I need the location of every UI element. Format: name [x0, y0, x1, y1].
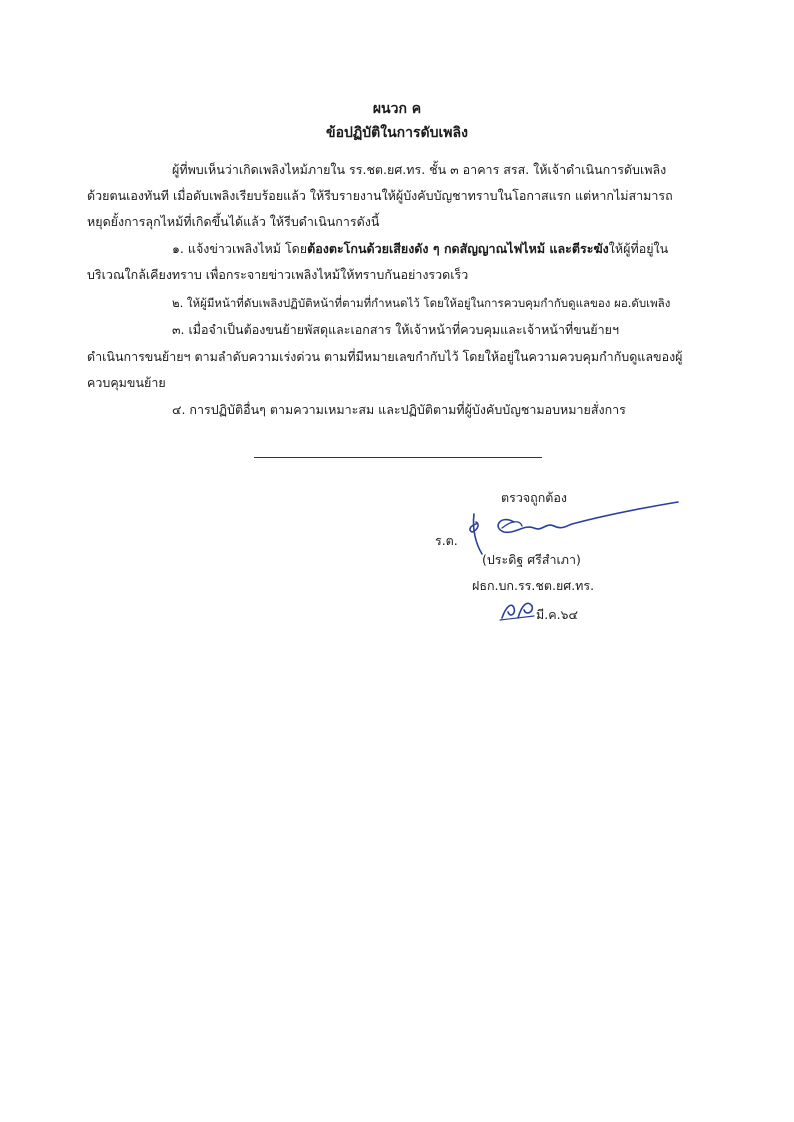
certified-label: ตรวจถูกต้อง	[501, 490, 568, 505]
signer-position: ฝธก.บก.รร.ชต.ยศ.ทร.	[472, 578, 595, 593]
signer-name: (ประดิฐ ศรีสำเภา)	[482, 552, 581, 567]
item-1-bold: ต้องตะโกนด้วยเสียงดัง ๆ กดสัญญาณไฟไหม้ และตีระฆัง	[307, 241, 609, 256]
intro-line-3: หยุดยั้งการลุกไหม้ที่เกิดขึ้นได้แล้ว ให้รีบดำเนินการดังนี้	[87, 214, 380, 229]
annex-label: ผนวก ค	[372, 101, 422, 117]
item-1-pre: ๑. แจ้งข่าวเพลิงไหม้ โดย	[172, 241, 308, 256]
date-month: มี.ค.๖๔	[536, 607, 578, 622]
item-1-line-1	[172, 239, 668, 259]
rank-label: ร.ต.	[435, 533, 458, 548]
item-1-post: ให้ผู้ที่อยู่ใน	[608, 241, 669, 256]
handwritten-date-day	[498, 598, 538, 622]
item-3-line-3: ควบคุมขนย้าย	[87, 375, 166, 390]
item-1-line-2: บริเวณใกล้เคียงทราบ เพื่อกระจายข่าวเพลิงไหม้ให้ทราบกันอย่างรวดเร็ว	[87, 267, 469, 282]
section-divider	[254, 457, 542, 458]
item-4: ๔. การปฏิบัติอื่นๆ ตามความเหมาะสม และปฏิบัติตามที่ผู้บังคับบัญชามอบหมายสั่งการ	[172, 402, 626, 417]
intro-line-2: ด้วยตนเองทันที เมื่อดับเพลิงเรียบร้อยแล้ว ให้รีบรายงานให้ผู้บังคับบัญชาทราบในโอกาสแรก แต่หากไม่สามารถ	[87, 188, 673, 203]
item-2: ๒. ให้ผู้มีหน้าที่ดับเพลิงปฏิบัติหน้าที่ตามที่กำหนดไว้ โดยให้อยู่ในการควบคุมกำกับดูแลของ ผอ.ดับเพลิง	[172, 296, 671, 310]
item-3-line-2: ดำเนินการขนย้ายฯ ตามลำดับความเร่งด่วน ตามที่มีหมายเลขกำกับไว้ โดยให้อยู่ในความควบคุมกำกับดูแลของผู้	[87, 349, 683, 364]
intro-line-1: ผู้ที่พบเห็นว่าเกิดเพลิงไหม้ภายใน รร.ชต.ยศ.ทร. ชั้น ๓ อาคาร สรส. ให้เจ้าดำเนินการดับเพลิง	[172, 162, 667, 177]
document-title: ข้อปฏิบัติในการดับเพลิง	[326, 125, 468, 141]
item-3-line-1: ๓. เมื่อจำเป็นต้องขนย้ายพัสดุและเอกสาร ให้เจ้าหน้าที่ควบคุมและเจ้าหน้าที่ขนย้ายฯ	[172, 322, 619, 337]
